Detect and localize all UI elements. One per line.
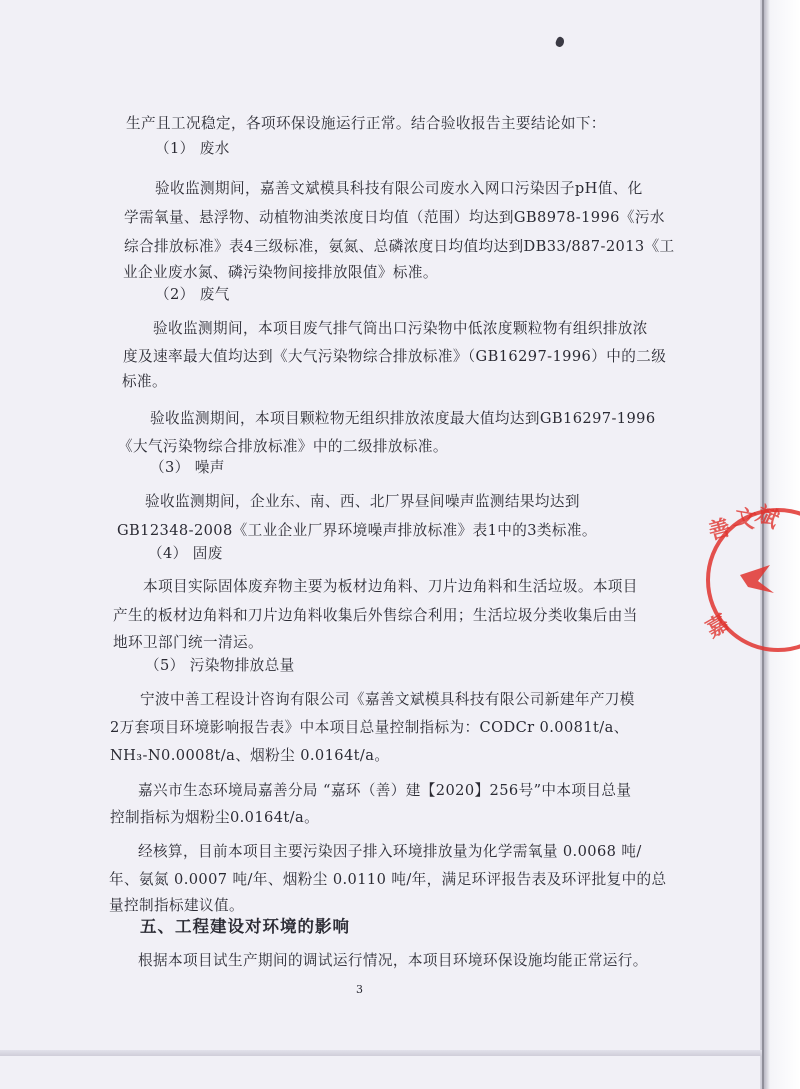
text-line: 度及速率最大值均达到《大气污染物综合排放标准》（GB16297-1996）中的二级 [123,348,667,365]
text-line: 标准。 [122,373,167,390]
text-line: 经核算，目前本项目主要污染因子排入环境排放量为化学需氧量 0.0068 吨/ [138,843,642,860]
text-line: 验收监测期间，企业东、南、西、北厂界昼间噪声监测结果均达到 [145,493,580,510]
text-line: NH₃-N0.0008t/a、烟粉尘 0.0164t/a。 [110,747,390,764]
text-line: 产生的板材边角料和刀片边角料收集后外售综合利用；生活垃圾分类收集后由当 [113,607,638,624]
text-line: 控制指标为烟粉尘0.0164t/a。 [110,809,320,826]
text-line: 验收监测期间，本项目颗粒物无组织排放浓度最大值均达到GB16297-1996 [150,410,656,427]
text-line: 本项目实际固体废弃物主要为板材边角料、刀片边角料和生活垃圾。本项目 [143,578,638,595]
text-line: 地环卫部门统一清运。 [113,634,263,651]
text-line: 验收监测期间，本项目废气排气筒出口污染物中低浓度颗粒物有组织排放浓 [153,320,648,337]
text-line: 业企业废水氮、磷污染物间接排放限值》标准。 [123,264,438,281]
section-subheading: （1） 废水 [155,140,230,157]
text-line: 年、氨氮 0.0007 吨/年、烟粉尘 0.0110 吨/年，满足环评报告表及环评批复中的总 [109,871,667,888]
section-heading: 五、工程建设对环境的影响 [140,917,350,936]
section-subheading: （4） 固废 [148,545,223,562]
text-line: GB12348-2008《工业企业厂界环境噪声排放标准》表1中的3类标准。 [117,522,597,539]
text-line: 综合排放标准》表4三级标准，氨氮、总磷浓度日均值均达到DB33/887-2013《工 [124,238,675,255]
company-seal-stamp [700,495,800,665]
svg-text:文: 文 [732,504,759,534]
text-line: 生产且工况稳定，各项环保设施运行正常。结合验收报告主要结论如下： [126,115,606,132]
text-line: 量控制指标建议值。 [109,897,244,914]
page-number: 3 [356,983,363,996]
svg-text:善: 善 [705,514,734,546]
svg-text:嘉: 嘉 [701,609,734,644]
text-line: 学需氧量、悬浮物、动植物油类浓度日均值（范围）均达到GB8978-1996《污水 [124,209,665,226]
section-subheading: （3） 噪声 [150,459,225,476]
text-line: 验收监测期间，嘉善文斌模具科技有限公司废水入网口污染因子pH值、化 [155,180,643,197]
text-line: 宁波中善工程设计咨询有限公司《嘉善文斌模具科技有限公司新建年产刀模 [140,691,635,708]
svg-text:斌: 斌 [752,500,784,534]
text-line: 《大气污染物综合排放标准》中的二级排放标准。 [118,438,448,455]
page-bottom-shadow [0,1050,762,1056]
section-subheading: （2） 废气 [155,286,230,303]
text-line: 2万套项目环境影响报告表》中本项目总量控制指标为：CODCr 0.0081t/a、 [110,719,629,736]
section-subheading: （5） 污染物排放总量 [145,657,295,674]
text-line: 嘉兴市生态环境局嘉善分局 “嘉环（善）建【2020】256号”中本项目总量 [138,782,632,799]
text-line: 根据本项目试生产期间的调试运行情况，本项目环境环保设施均能正常运行。 [138,952,648,969]
